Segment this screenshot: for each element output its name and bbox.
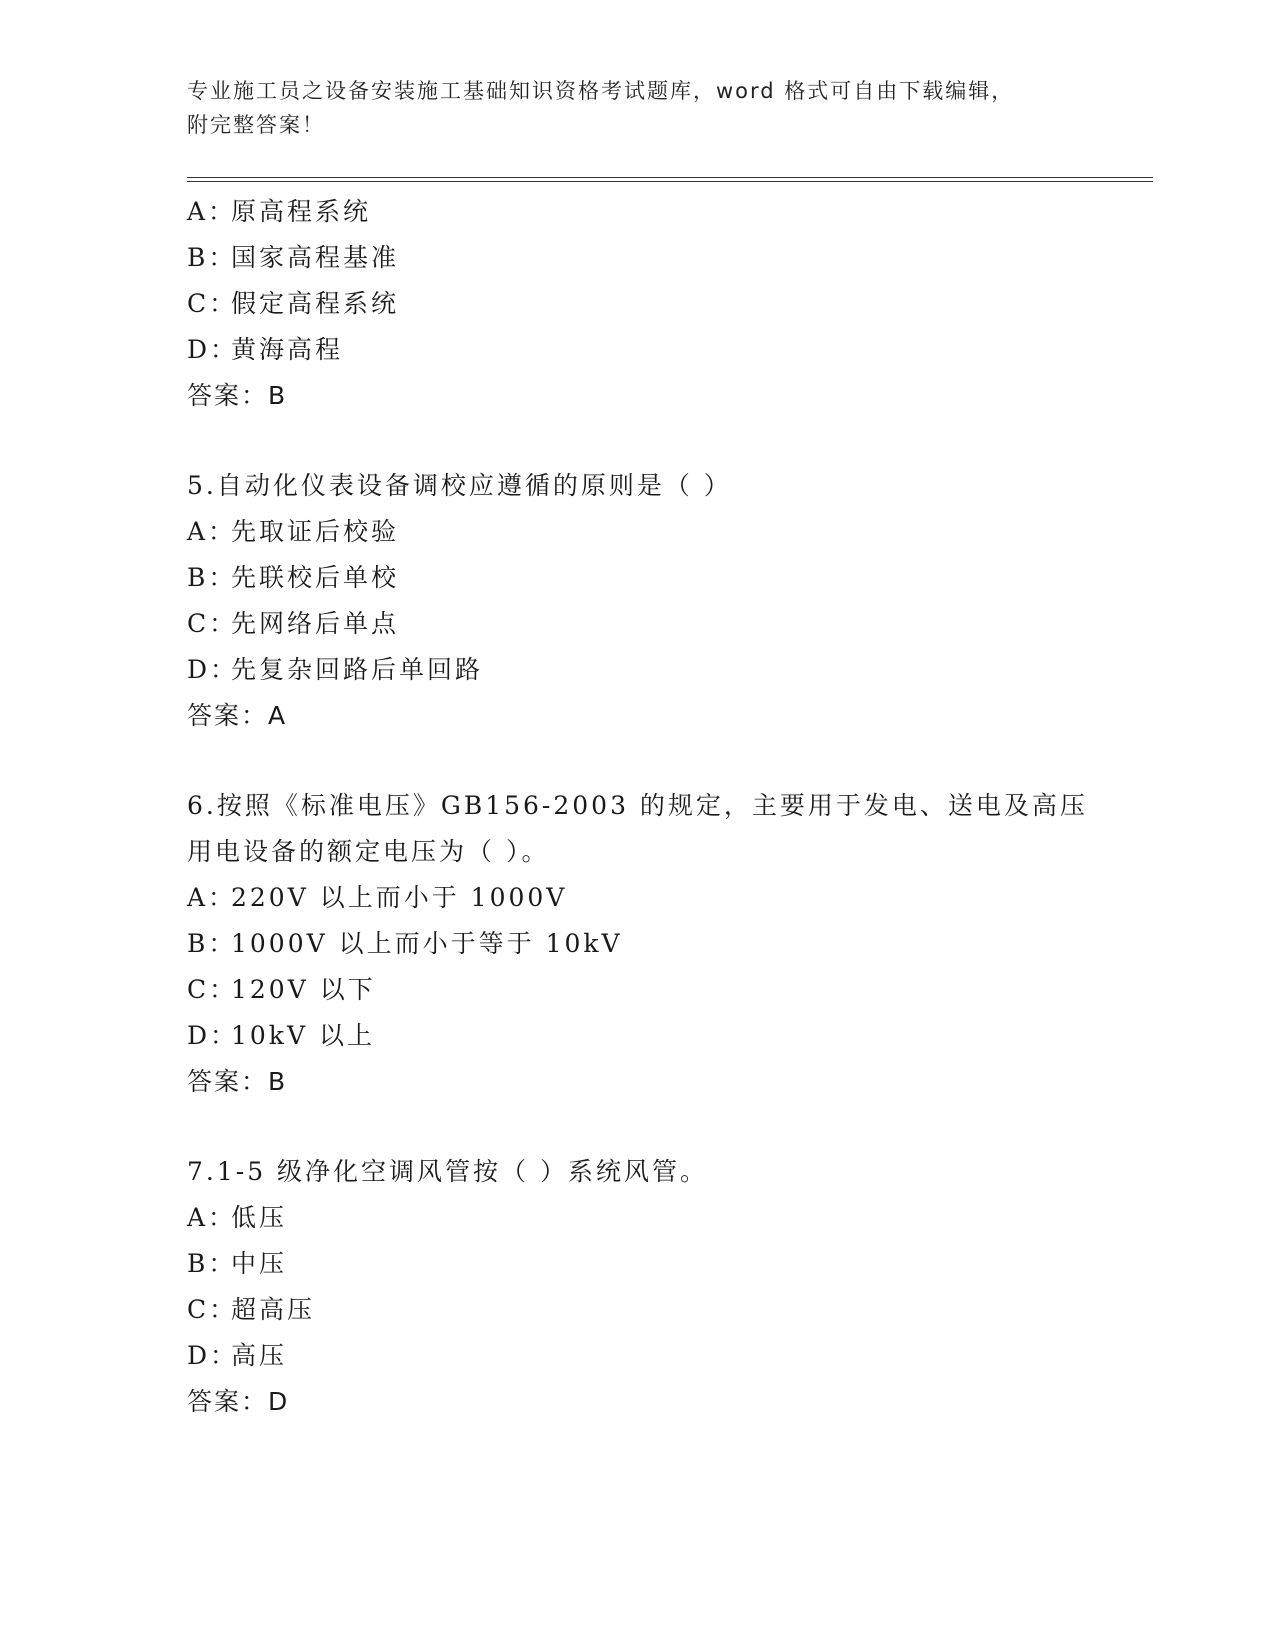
answer-line: 答案：D — [187, 1387, 290, 1416]
question-stem: 7.1-5 级净化空调风管按（ ）系统风管。 — [187, 1157, 709, 1186]
header-line-1: 专业施工员之设备安装施工基础知识资格考试题库，word 格式可自由下载编辑， — [187, 79, 1015, 103]
answer-line: 答案：B — [187, 381, 288, 410]
question-4-continued — [187, 189, 1127, 419]
question-stem-line-2: 用电设备的额定电压为（ ）。 — [187, 837, 550, 866]
option-d: D：黄海高程 — [187, 335, 344, 364]
option-c: C：超高压 — [187, 1295, 316, 1324]
header-line-2: 附完整答案！ — [187, 113, 325, 137]
option-a: A：先取证后校验 — [187, 517, 400, 546]
document-header — [187, 74, 1067, 142]
header-divider-bottom — [187, 181, 1153, 182]
option-c: C：假定高程系统 — [187, 289, 400, 318]
option-c: C：先网络后单点 — [187, 609, 400, 638]
option-d: D：高压 — [187, 1341, 288, 1370]
option-a: A：220V 以上而小于 1000V — [187, 883, 568, 912]
question-stem: 5.自动化仪表设备调校应遵循的原则是（ ） — [187, 471, 732, 500]
option-b: B：1000V 以上而小于等于 10kV — [187, 929, 623, 958]
option-a: A：原高程系统 — [187, 197, 372, 226]
option-a: A：低压 — [187, 1203, 288, 1232]
answer-line: 答案：B — [187, 1067, 288, 1096]
answer-line: 答案：A — [187, 701, 288, 730]
question-list — [187, 189, 1127, 1425]
option-b: B：国家高程基准 — [187, 243, 400, 272]
question-5 — [187, 463, 1127, 739]
option-b: B：先联校后单校 — [187, 563, 400, 592]
header-divider-top — [187, 177, 1153, 178]
option-b: B：中压 — [187, 1249, 288, 1278]
question-6 — [187, 783, 1127, 1105]
option-d: D：10kV 以上 — [187, 1021, 375, 1050]
question-7 — [187, 1149, 1127, 1425]
option-d: D：先复杂回路后单回路 — [187, 655, 484, 684]
question-stem-line-1: 6.按照《标准电压》GB156-2003 的规定，主要用于发电、送电及高压 — [187, 791, 1088, 820]
option-c: C：120V 以下 — [187, 975, 376, 1004]
